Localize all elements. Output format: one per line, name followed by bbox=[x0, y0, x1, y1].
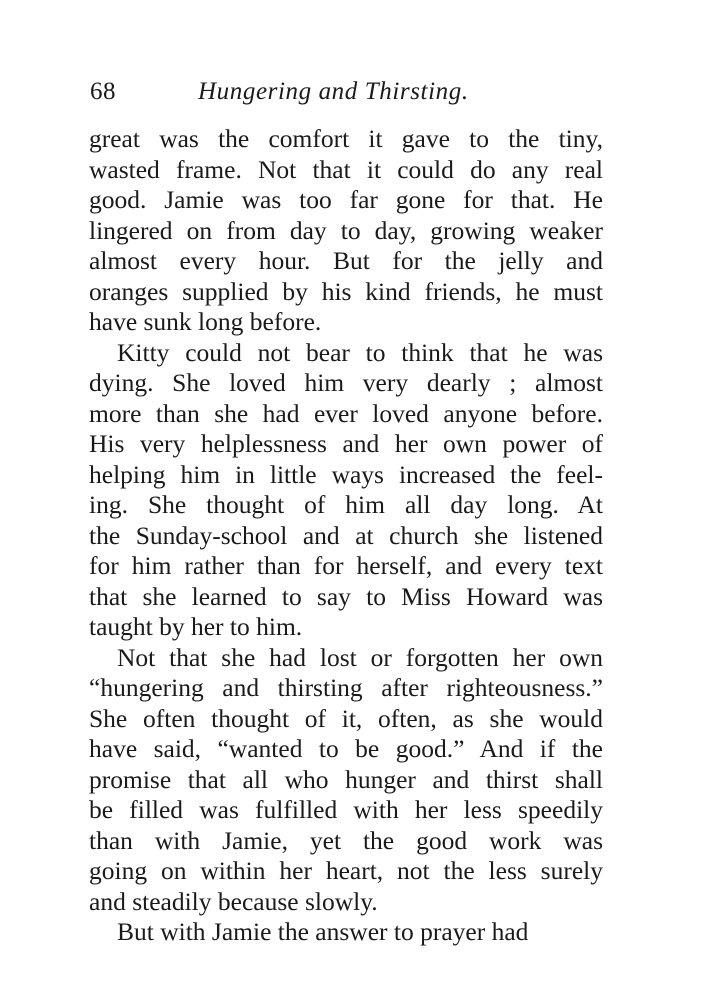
text-line: She often thought of it, often, as she would bbox=[89, 703, 603, 733]
page-number: 68 bbox=[90, 78, 116, 105]
text-line: His very helplessness and her own power of bbox=[89, 429, 603, 458]
text-line: “hungering and thirsting after righteousness.” bbox=[89, 673, 603, 702]
body-text bbox=[89, 124, 603, 948]
text-line: lingered on from day to day, growing weaker bbox=[89, 215, 603, 245]
text-line: oranges supplied by his kind friends, he must bbox=[89, 276, 603, 306]
text-line: and steadily because slowly. bbox=[89, 886, 378, 916]
text-line: helping him in little ways increased the feel- bbox=[89, 459, 603, 489]
text-line: dying. She loved him very dearly ; almost bbox=[89, 368, 603, 397]
running-head: Hungering and Thirsting. bbox=[198, 78, 469, 105]
text-line: Not that she had lost or forgotten her own bbox=[117, 642, 603, 672]
text-line: for him rather than for herself, and every text bbox=[89, 551, 603, 580]
text-line: almost every hour. But for the jelly and bbox=[89, 246, 603, 275]
text-line: taught by her to him. bbox=[89, 612, 303, 641]
text-line: more than she had ever loved anyone before. bbox=[89, 398, 603, 428]
text-line: the Sunday-school and at church she listened bbox=[89, 520, 603, 550]
text-line: ing. She thought of him all day long. At bbox=[89, 490, 603, 519]
text-line: promise that all who hunger and thirst shall bbox=[89, 764, 603, 794]
text-line: that she learned to say to Miss Howard was bbox=[89, 581, 603, 611]
text-line: good. Jamie was too far gone for that. He bbox=[89, 185, 603, 214]
text-line: than with Jamie, yet the good work was bbox=[89, 825, 603, 855]
text-line: have sunk long before. bbox=[89, 307, 322, 336]
text-line: wasted frame. Not that it could do any real bbox=[89, 154, 603, 184]
text-line: have said, “wanted to be good.” And if the bbox=[89, 734, 603, 763]
page-header bbox=[90, 72, 620, 112]
text-line: Kitty could not bear to think that he was bbox=[117, 337, 603, 367]
text-line: great was the comfort it gave to the tiny, bbox=[89, 124, 603, 153]
text-line: But with Jamie the answer to prayer had bbox=[117, 917, 529, 946]
text-line: going on within her heart, not the less surely bbox=[89, 856, 603, 885]
text-line: be filled was fulfilled with her less speedily bbox=[89, 795, 603, 824]
